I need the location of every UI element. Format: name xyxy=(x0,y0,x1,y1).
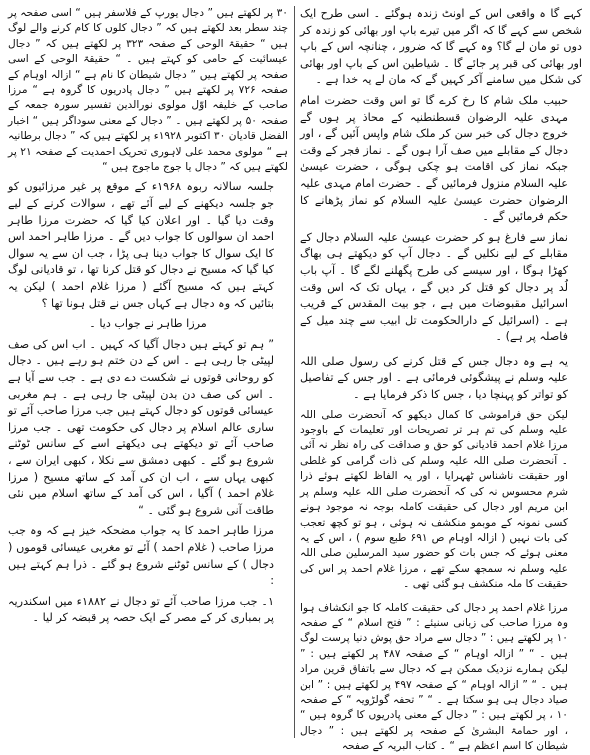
paragraph: کہے گا ہ واقعی اس کے اونٹ زندہ ہوگئے ۔ اسی طرح ایک شخص سے کہے گا کہ اگر میں تیرے باپ اور بھائی کو زندہ کر دوں تو مان لے گا؟ وہ کہے گا کہ ضرور ، چنانچہ اس کے باپ اور بھائی کی قبر پر جائے گا ۔ شیاطین اس کے باپ اور بھائی کی شکل میں سامنے آکر کہیں گے کہ مان لے یہ خدا ہے ۔ xyxy=(300,7,582,87)
paragraph: مرزا طاہر نے جواب دیا ۔ xyxy=(89,317,207,331)
paragraph: مرزا غلام احمد پر دجال کی حقیقت کاملہ کا جو انکشاف ہوا وہ مرزا صاحب کی زبانی سنیئے : ” فتح اسلام “ کے صفحہ ۱۰ پر لکھتے ہیں : ” دجال سے مراد حق پوش دنیا پرست لوگ ہیں ۔ “ ” ازالہ اوہام “ کے صفحہ ۴۸۷ پر لکھتے ہیں : ” لیکن ہمارے نزدیک ممکن ہے کہ دجال سے باتفاق قرین مراد ہیں ۔ “ ” ازالہ اوہام “ کے صفحہ ۴۹۷ پر لکھتے ہیں : ” ابن صیاد دجال ہی ہو سکتا ہے ۔ “ ” تحفہ گولڑویہ “ کے صفحہ ۱۰ ، پر لکھتے ہیں : ” دجال کے معنی پادریوں کا گروہ ہیں “ ، اور حمامۃ البشریٰ کے صفحہ پر لکھتے ہیں : ” دجال شیطان کا اسم اعظم ہے “ ۔ کتاب البریہ کے صفحہ xyxy=(300,601,568,753)
right-text-column xyxy=(300,6,582,753)
paragraph: مرزا طاہر احمد کا یہ جواب مضحکہ خیز ہے کہ وہ جب مرزا صاحب ( غلام احمد ) آئے تو مغربی عیسائی قوموں ( دجال ) کے سانس ٹوٹنے شروع ہو گئے ۔ ذرا ہم کہتے ہیں : xyxy=(8,524,274,588)
paragraph: ۳۰ پر لکھتے ہیں ” دجال یورپ کے فلاسفر ہیں “ اسی صفحہ پر چند سطر بعد لکھتے ہیں کہ ” دجال کلوں کا کام کرنے والے لوگ ہیں “ حقیقۃ الوحی کے صفحہ ۳۲۳ پر لکھتے ہیں کہ ” دجال عیسائیت کے حامی کو کہتے ہیں ۔ “ حقیقۃ الوحی کے اسی صفحہ پر لکھتے ہیں ” دجال شیطان کا نام ہے “ ازالہ اوہام کے صفحہ ۷۲۶ پر لکھتے ہیں ” دجال پادریوں کا گروہ ہے “ مرزا صاحب کے خلیفہ اوّل مولوی نورالدین تفسیر سورہ جمعہ کے صفحہ ۵۰ پر لکھتے ہیں ۔ ” دجال کے معنی سوداگر ہیں “ اخبار الفضل قادیان ۳۰ اکتوبر ۱۹۲۸ء پر لکھتے ہیں کہ ” دجال برطانیہ ہے “ مولوی محمد علی لاہوری تحریک احمدیت کے صفحہ ۲۱ پر لکھتے ہیں کہ ” دجال یا جوج ماجوج ہیں “ xyxy=(8,7,288,174)
left-text-column xyxy=(8,6,288,736)
paragraph: جلسہ سالانہ ربوہ ۱۹۶۸ء کے موقع پر غیر مرزائیوں کو جو جلسہ دیکھنے کے لیے آئے تھے ، سوالات کرنے کے لیے وقت دیا گیا ۔ اور اعلان کیا گیا کہ حضرت مرزا طاہر احمد ان سوالوں کا جواب دیں گے ۔ مرزا طاہر احمد اس کا ایک سوال کا جواب دینا ہی پڑا ، جب ان سے یہ سوال کیا گیا کہ مسیح نے دجال کو قتل کرنا تھا ، تو قادیانی لوگ کہتے ہیں کہ مسیح آگئے ( مرزا غلام احمد ) لیکن یہ بتائیں کہ وہ دجال ہے کہاں جس نے قتل ہونا تھا ؟ xyxy=(8,180,274,310)
paragraph: نماز سے فارغ ہو کر حضرت عیسیٰ علیہ السلام دجال کے مقابلے کے لیے نکلیں گے ۔ دجال آپ کو دیکھتے ہی بھاگ کھڑا ہوگا ، اور سیسے کی طرح پگھلنے لگے گا ۔ آپ باب لُد پر دجال کو قتل کر دیں گے ، یہاں تک کہ اس وقت اسرائیل مقبوضات میں ہے ، جو بیت المقدس کے قریب ہے ۔ (اسرائیل کے دارالحکومت تل ابیب سے چند میل کے فاصلہ پر ہے) ۔ xyxy=(300,230,568,344)
paragraph: حبیب ملک شام کا رخ کرے گا تو اس وقت حضرت امام مہدی علیہ الرضوان قسطنطنیہ کے محاذ پر ہوں گے خروج دجال کی خبر سن کر ملک شام واپس آئیں گے ، اور دجال کے مقابلے میں صف آرا ہوں گے ۔ نماز فجر کے وقت جبکہ نماز کی اقامت ہو چکی ہوگی ، حضرت عیسیٰ علیہ السلام منزول فرمائیں گے ۔ حضرت امام مہدی علیہ الرضوان حضرت عیسیٰ علیہ السلام کو نماز پڑھانے کا حکم فرمائیں گے ۔ xyxy=(300,93,568,224)
quotation: ” ہم تو کہتے ہیں دجال آگیا کہ کہیں ۔ اب اس کی صف لپیٹی جا رہی ہے ۔ اس کے دن ختم ہو رہے ہیں ۔ دجال کو روحانی قوتوں نے شکست دے دی ہے ۔ جب سے آیا ہے ۔ اس کی صف دن بدن لپیٹی جا رہی ہے ۔ ہم مغربی عیسائی قوتوں کو دجال کہتے ہیں جب مرزا صاحب آئے تو ساری عالم اسلام پر دجال کی حکومت تھی ۔ جب مرزا صاحب آئے تو دیکھتے ہی دیکھتے اسے کے سانس ٹوٹنے شروع ہو گئے ۔ کبھی دمشق سے نکلا ، کبھی ایران سے ، کبھی یہاں سے ، اب ان کی آمد کے ساتھ مسیح ( مرزا غلام احمد ) آگیا ، اس کی آمد کے ساتھ اسلام میں نئی طاقت آنی شروع ہو گئی ۔ “ xyxy=(8,337,274,517)
paragraph: یہ ہے وہ دجال جس کے قتل کرنے کی رسول صلی اللہ علیہ وسلم نے پیشگوئی فرمائی ہے ۔ اور جس کے تفاصیل کو تواتر کو پہنچا دیا ، جس کا ذکر فرمایا ہے ۔ xyxy=(300,354,568,402)
list-item: ۱۔ جب مرزا صاحب آئے تو دجال نے ۱۸۸۲ء میں اسکندریہ پر بمباری کر کے مصر کے ایک حصہ پر قبضہ کر لیا ۔ xyxy=(8,594,274,625)
paragraph: لیکن حق فراموشی کا کمال دیکھو کہ آنحضرت صلی اللہ علیہ وسلم کی تم ہر تر تصریحات اور تعلیمات کے باوجود مرزا غلام احمد قادیانی کو حق و صداقت کی راہ نظر نہ آئی ۔ آنحضرت صلی اللہ علیہ وسلم کی ذات گرامی کو غلطی اور حقیقت ناشناس ٹھہرایا ، اور یہ الفاظ لکھتے ہوئے ذرا شرم محسوس نہ کی کہ آنحضرت صلی اللہ علیہ وسلم پر ابن مریم اور دجال کی حقیقت کاملہ بوجہ نہ موجود ہونے کسی نمونہ کے موبمو منکشف نہ ہوئی ، ہو تو کچھ تعجب کی بات نہیں ( ازالہ اوہام ص ۶۹۱ طبع سوم ) ، اس کے یہ معنی ہوئے کہ جس بات کو حضور سید المرسلین صلی اللہ علیہ وسلم نہ سمجھ سکے تھے ، مرزا غلام احمد پر اس کی حقیقت کا ملہ منکشف ہو گئی تھی ۔ xyxy=(300,408,568,591)
column-divider xyxy=(294,6,295,738)
